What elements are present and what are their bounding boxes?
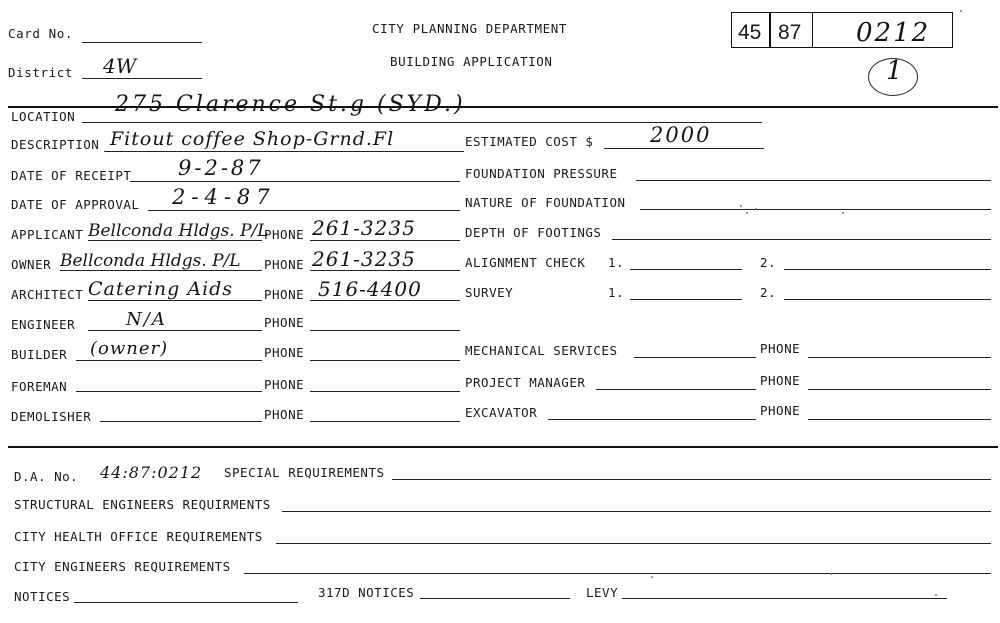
project-manager-phone-field[interactable] bbox=[808, 389, 991, 390]
project-manager-label: PROJECT MANAGER bbox=[465, 375, 586, 390]
engineer-phone-label: PHONE bbox=[264, 315, 305, 330]
survey-2-field[interactable] bbox=[784, 299, 991, 300]
special-requirements-field[interactable] bbox=[392, 479, 991, 480]
architect-label: ARCHITECT bbox=[11, 287, 84, 302]
engineer-label: ENGINEER bbox=[11, 317, 76, 332]
form-title: BUILDING APPLICATION bbox=[390, 54, 553, 69]
da-no-value: 44:87:0212 bbox=[100, 463, 203, 482]
cost-field[interactable] bbox=[604, 148, 764, 149]
cost-value: 2000 bbox=[650, 123, 712, 147]
department-title: CITY PLANNING DEPARTMENT bbox=[372, 21, 568, 36]
mechanical-services-label: MECHANICAL SERVICES bbox=[465, 343, 618, 358]
scan-speck bbox=[842, 212, 844, 214]
engineer-phone-field[interactable] bbox=[310, 330, 460, 331]
project-manager-phone-label: PHONE bbox=[760, 373, 801, 388]
alignment-2-label: 2. bbox=[760, 255, 777, 270]
architect-field[interactable] bbox=[88, 300, 262, 301]
excavator-phone-field[interactable] bbox=[808, 419, 991, 420]
applicant-field[interactable] bbox=[88, 240, 262, 241]
owner-phone-field[interactable] bbox=[310, 270, 460, 271]
alignment-2-field[interactable] bbox=[784, 269, 991, 270]
applicant-phone-value: 261-3235 bbox=[312, 216, 416, 240]
survey-1-label: 1. bbox=[608, 285, 625, 300]
structural-requirements-field[interactable] bbox=[282, 511, 991, 512]
architect-phone-value: 516-4400 bbox=[318, 277, 422, 301]
applicant-phone-label: PHONE bbox=[264, 227, 305, 242]
alignment-1-field[interactable] bbox=[630, 269, 742, 270]
district-field[interactable] bbox=[82, 78, 202, 79]
scan-speck bbox=[755, 208, 757, 210]
architect-phone-label: PHONE bbox=[264, 287, 305, 302]
da-no-label: D.A. No. bbox=[14, 469, 79, 484]
foreman-phone-field[interactable] bbox=[310, 391, 460, 392]
engineer-value: N/A bbox=[126, 309, 167, 330]
notices-label: NOTICES bbox=[14, 589, 71, 604]
builder-value: (owner) bbox=[90, 338, 169, 359]
demolisher-phone-field[interactable] bbox=[310, 421, 460, 422]
excavator-field[interactable] bbox=[548, 419, 756, 420]
survey-label: SURVEY bbox=[465, 285, 514, 300]
demolisher-field[interactable] bbox=[100, 421, 262, 422]
scan-speck bbox=[830, 573, 832, 575]
levy-label: LEVY bbox=[586, 585, 619, 600]
builder-phone-label: PHONE bbox=[264, 345, 305, 360]
description-label: DESCRIPTION bbox=[11, 137, 100, 152]
foundation-pressure-field[interactable] bbox=[636, 180, 991, 181]
applicant-value: Bellconda Hldgs. P/L bbox=[88, 221, 269, 241]
district-value: 4W bbox=[103, 54, 137, 78]
approval-label: DATE OF APPROVAL bbox=[11, 197, 140, 212]
cost-label: ESTIMATED COST $ bbox=[465, 134, 594, 149]
owner-value: Bellconda Hldgs. P/L bbox=[60, 251, 241, 271]
approval-value: 2-4-87 bbox=[172, 185, 276, 209]
scan-speck bbox=[740, 205, 742, 207]
location-label: LOCATION bbox=[11, 109, 76, 124]
scan-speck bbox=[935, 594, 937, 596]
survey-1-field[interactable] bbox=[630, 299, 742, 300]
foundation-pressure-label: FOUNDATION PRESSURE bbox=[465, 166, 618, 181]
architect-value: Catering Aids bbox=[88, 278, 234, 300]
nature-foundation-field[interactable] bbox=[640, 209, 991, 210]
description-field[interactable] bbox=[104, 151, 464, 152]
reference-handwritten-number: 0212 bbox=[856, 18, 931, 48]
owner-field[interactable] bbox=[60, 270, 262, 271]
demolisher-label: DEMOLISHER bbox=[11, 409, 92, 424]
foreman-label: FOREMAN bbox=[11, 379, 68, 394]
receipt-label: DATE OF RECEIPT bbox=[11, 168, 132, 183]
mechanical-phone-field[interactable] bbox=[808, 357, 991, 358]
approval-field[interactable] bbox=[148, 210, 460, 211]
description-value: Fitout coffee Shop-Grnd.Fl bbox=[110, 128, 395, 150]
middle-divider bbox=[8, 446, 998, 448]
reference-box-2 bbox=[769, 12, 813, 48]
depth-footings-label: DEPTH OF FOOTINGS bbox=[465, 225, 602, 240]
foreman-phone-label: PHONE bbox=[264, 377, 305, 392]
excavator-phone-label: PHONE bbox=[760, 403, 801, 418]
nature-foundation-label: NATURE OF FOUNDATION bbox=[465, 195, 626, 210]
receipt-value: 9-2-87 bbox=[178, 156, 264, 180]
alignment-1-label: 1. bbox=[608, 255, 625, 270]
engineer-field[interactable] bbox=[88, 330, 262, 331]
levy-field[interactable] bbox=[622, 598, 947, 599]
excavator-label: EXCAVATOR bbox=[465, 405, 538, 420]
location-value: 275 Clarence St.g (SYD.) bbox=[115, 92, 466, 117]
special-requirements-label: SPECIAL REQUIREMENTS bbox=[224, 465, 385, 480]
mechanical-phone-label: PHONE bbox=[760, 341, 801, 356]
card-no-label: Card No. bbox=[8, 26, 74, 41]
notices-317d-label: 317D NOTICES bbox=[318, 585, 415, 600]
receipt-field[interactable] bbox=[130, 181, 460, 182]
owner-phone-label: PHONE bbox=[264, 257, 305, 272]
engineers-requirements-label: CITY ENGINEERS REQUIREMENTS bbox=[14, 559, 231, 574]
architect-phone-field[interactable] bbox=[310, 300, 460, 301]
demolisher-phone-label: PHONE bbox=[264, 407, 305, 422]
owner-phone-value: 261-3235 bbox=[312, 247, 416, 271]
scan-speck bbox=[746, 212, 748, 214]
foreman-field[interactable] bbox=[76, 391, 262, 392]
reference-box-2-text: 87 bbox=[778, 21, 802, 44]
scan-speck bbox=[651, 576, 653, 578]
circled-number: 1 bbox=[886, 56, 903, 86]
notices-317d-field[interactable] bbox=[420, 598, 570, 599]
survey-2-label: 2. bbox=[760, 285, 777, 300]
engineers-requirements-field[interactable] bbox=[244, 573, 991, 574]
district-label: District bbox=[8, 65, 74, 80]
mechanical-services-field[interactable] bbox=[634, 357, 756, 358]
builder-label: BUILDER bbox=[11, 347, 68, 362]
card-no-field[interactable] bbox=[82, 42, 202, 43]
structural-requirements-label: STRUCTURAL ENGINEERS REQUIRMENTS bbox=[14, 497, 271, 512]
project-manager-field[interactable] bbox=[596, 389, 756, 390]
notices-field[interactable] bbox=[74, 602, 298, 603]
health-requirements-label: CITY HEALTH OFFICE REQUIREMENTS bbox=[14, 529, 263, 544]
owner-label: OWNER bbox=[11, 257, 52, 272]
alignment-check-label: ALIGNMENT CHECK bbox=[465, 255, 586, 270]
depth-footings-field[interactable] bbox=[612, 239, 991, 240]
scan-speck bbox=[960, 10, 962, 12]
builder-phone-field[interactable] bbox=[310, 360, 460, 361]
health-requirements-field[interactable] bbox=[276, 543, 991, 544]
applicant-label: APPLICANT bbox=[11, 227, 84, 242]
reference-box-1-text: 45 bbox=[738, 21, 762, 44]
reference-box-1 bbox=[731, 12, 771, 48]
builder-field[interactable] bbox=[76, 360, 262, 361]
applicant-phone-field[interactable] bbox=[310, 240, 460, 241]
